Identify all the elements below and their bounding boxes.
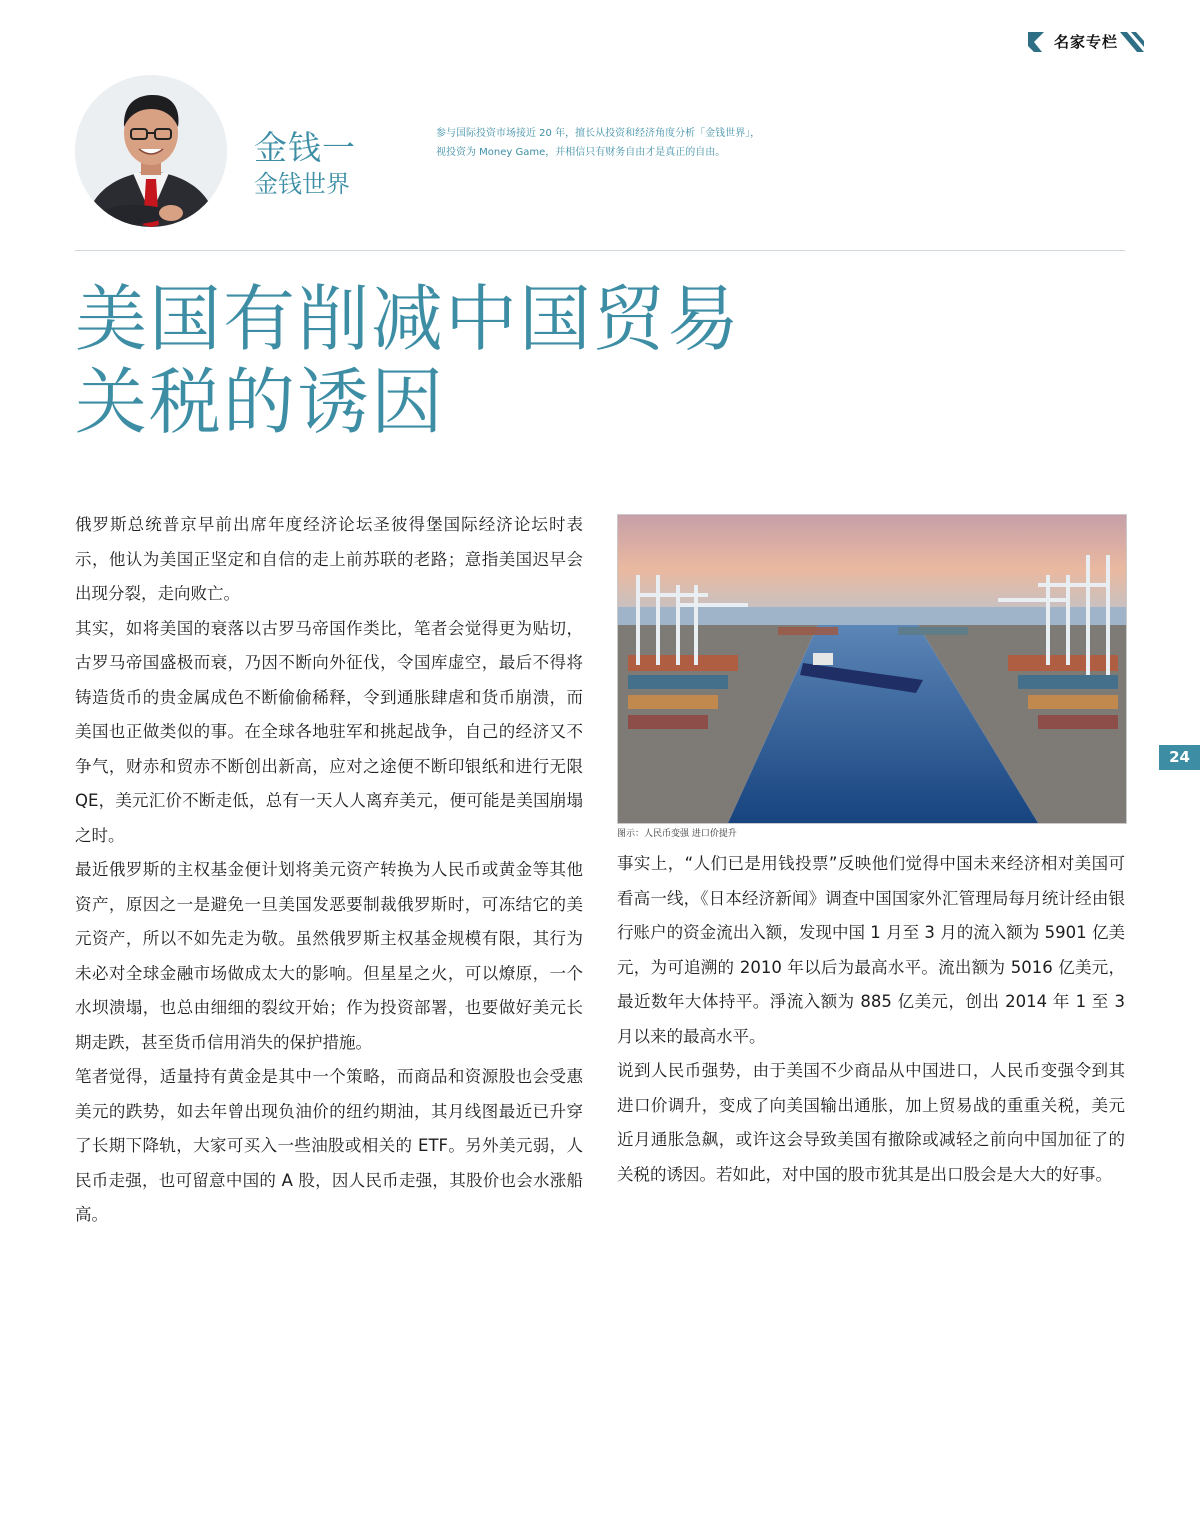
port-photo	[617, 514, 1127, 824]
body-paragraph: 最近俄罗斯的主权基金便计划将美元资产转换为人民币或黄金等其他资产，原因之一是避免一旦美国发恶要制裁俄罗斯时，可冻结它的美元资产，所以不如先走为敬。虽然俄罗斯主权基金规模有限，其行为未必对全球金融市场做成太大的影响。但星星之火，可以燎原，一个水坝溃塌，也总由细细的裂纹开始；作为投资部署，也要做好美元长期走跌，甚至货币信用消失的保护措施。	[75, 860, 583, 1052]
body-paragraph: 说到人民币强势，由于美国不少商品从中国进口，人民币变强令到其进口价调升，变成了向美国输出通胀，加上贸易战的重重关税，美元近月通胀急飙，或许这会导致美国有撤除或减轻之前向中国加征了的关税的诱因。若如此，对中国的股市犹其是出口股会是大大的好事。	[617, 1061, 1125, 1184]
article-left-column	[75, 508, 583, 1233]
article-title-line: 美国有削减中国贸易	[75, 277, 742, 361]
article-right-column	[617, 847, 1125, 1192]
author-bio	[436, 124, 760, 162]
body-paragraph: 笔者觉得，适量持有黄金是其中一个策略，而商品和资源股也会受惠美元的跌势，如去年曾出现负油价的纽约期油，其月线图最近已升穿了长期下降轨，大家可买入一些油股或相关的 ETF。另外美元弱，人民币走强，也可留意中国的 A 股，因人民币走强，其股价也会水涨船高。	[75, 1067, 583, 1224]
author-bio-line: 参与国际投资市场接近 20 年，擅长从投资和经济角度分析「金钱世界」，	[436, 128, 761, 139]
header-divider	[75, 250, 1125, 251]
photo-caption: 图示：人民币变强 进口价提升	[617, 829, 737, 839]
article-title-line: 关税的诱因	[75, 360, 446, 444]
body-paragraph: 其实，如将美国的衰落以古罗马帝国作类比，笔者会觉得更为贴切，古罗马帝国盛极而衰，乃因不断向外征伐，令国库虚空，最后不得将铸造货币的贵金属成色不断偷偷稀释，令到通胀肆虐和货币崩溃，而美国也正做类似的事。在全球各地驻军和挑起战争，自己的经济又不争气，财赤和贸赤不断创出新高，应对之途便不断印银纸和进行无限 QE，美元汇价不断走低，总有一天人人离弃美元，便可能是美国崩塌之时。	[75, 618, 583, 845]
author-bio-line: 视投资为 Money Game，并相信只有财务自由才是真正的自由。	[436, 147, 726, 158]
author-name: 金钱一	[254, 128, 356, 167]
tag-right-mark-icon	[1120, 32, 1144, 52]
page-number: 24	[1159, 745, 1200, 770]
body-paragraph: 俄罗斯总统普京早前出席年度经济论坛圣彼得堡国际经济论坛时表示，他认为美国正坚定和自信的走上前苏联的老路；意指美国迟早会出现分裂，走向败亡。	[75, 515, 583, 603]
body-paragraph: 事实上，“人们已是用钱投票”反映他们觉得中国未来经济相对美国可看高一线，《日本经济新闻》调查中国国家外汇管理局每月统计经由银行账户的资金流出入额，发现中国 1 月至 3 月的流入额为 5901 亿美元，为可追溯的 2010 年以后为最高水平。流出额为 5016 亿美元，最近数年大体持平。淨流入额为 885 亿美元，创出 2014 年 1 至 3 月以来的最高水平。	[617, 854, 1125, 1046]
column-tag	[1024, 30, 1144, 54]
tag-left-mark-icon	[1028, 32, 1048, 52]
author-column-name: 金钱世界	[254, 170, 350, 198]
article-title	[75, 278, 741, 444]
author-avatar	[75, 75, 227, 227]
column-tag-label: 名家专栏	[1054, 33, 1119, 51]
